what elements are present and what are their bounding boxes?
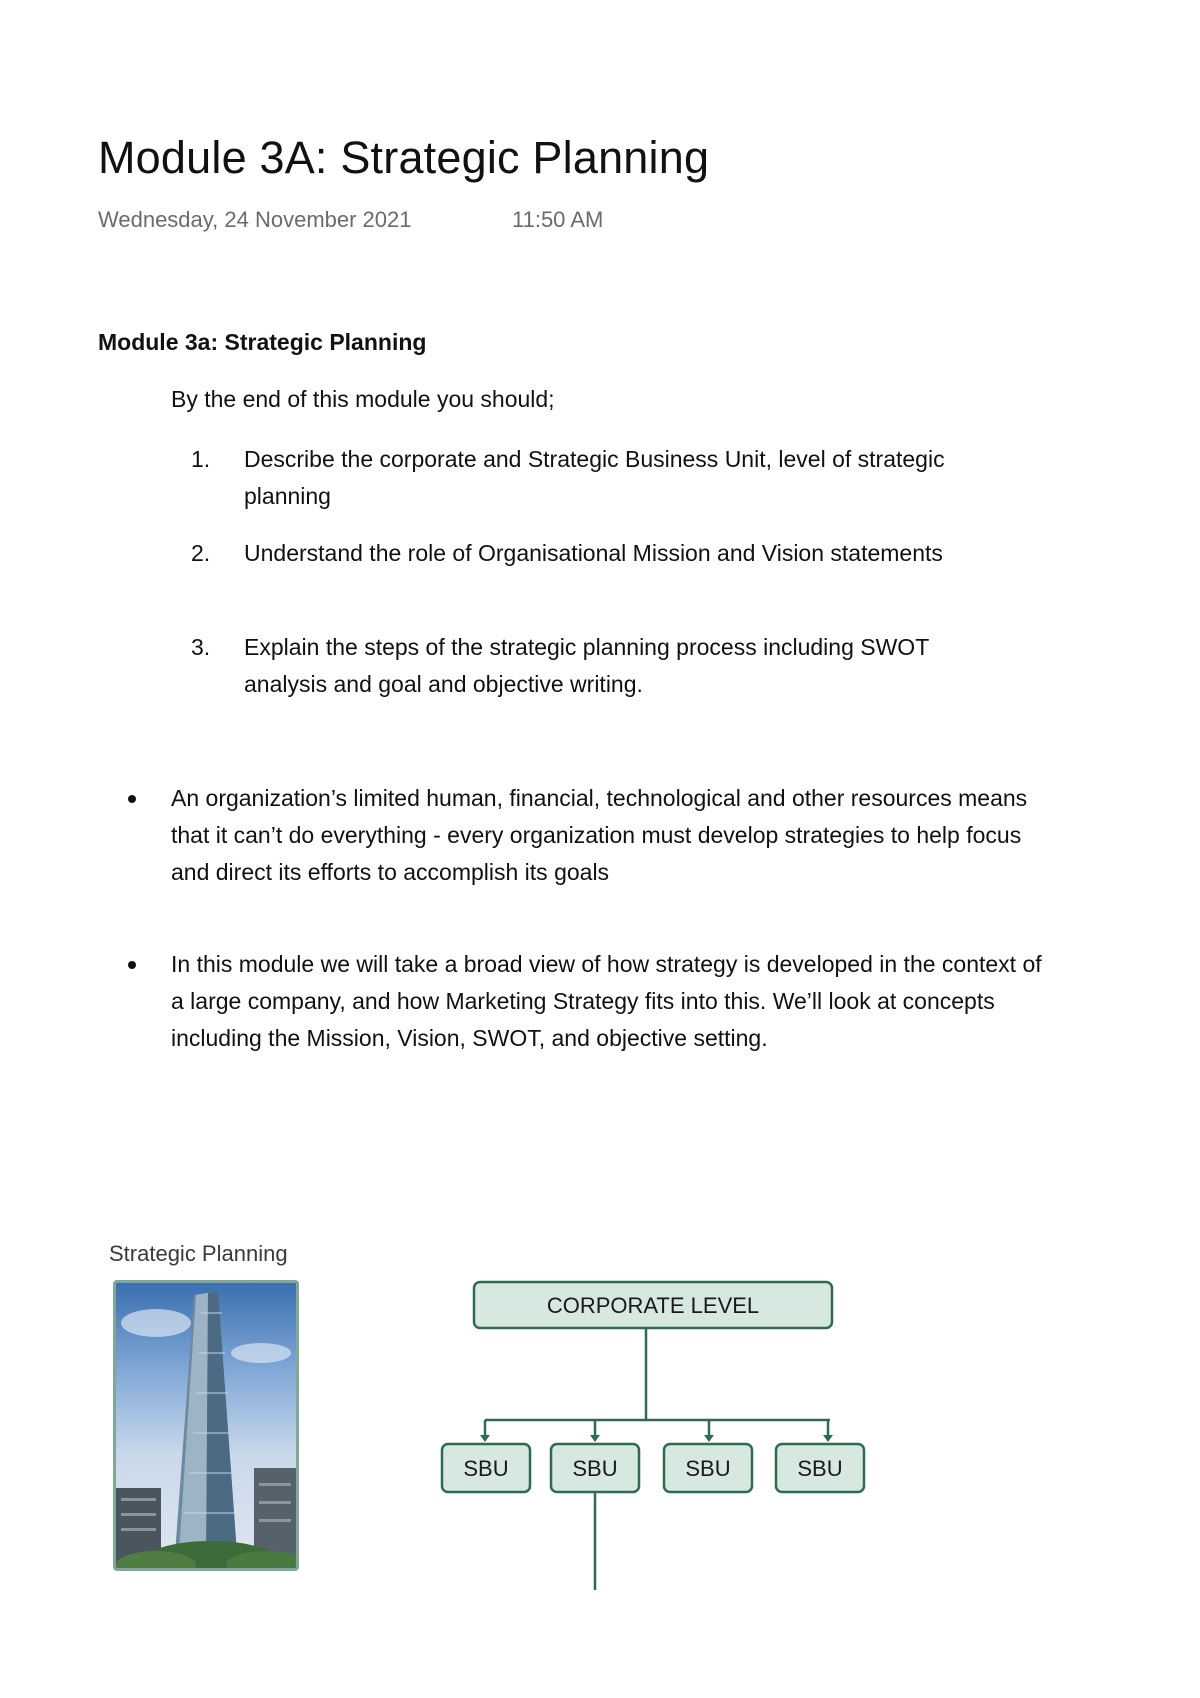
building-image [113,1280,299,1571]
sbu-box [776,1444,864,1492]
objective-number: 2. [191,540,211,566]
figure-caption: Strategic Planning [109,1241,288,1266]
bullet-text: An organization’s limited human, financial, technological and other resources means that it can’t do everything - every organization must develop strategies to help focus and direct its efforts to accomplish its goals [171,785,1028,885]
bullet-dot [128,795,136,803]
arrow-head [590,1435,600,1442]
corporate-level-label: CORPORATE LEVEL [546,1293,760,1318]
note-time: 11:50 AM [512,207,604,232]
bullet-text: In this module we will take a broad view of how strategy is developed in the context of a large company, and how Marketing Strategy fits into this. We’ll look at concepts including the Mission, Vision, SWOT, and objective setting. [171,951,1042,1051]
arrow-head [704,1435,714,1442]
corporate-level-box [474,1282,832,1328]
objective-text: Describe the corporate and Strategic Business Unit, level of strategic planning [244,446,945,509]
sbu-label: SBU [463,1456,509,1481]
arrow-head [823,1435,833,1442]
objective-number: 1. [191,446,211,472]
sbu-label: SBU [797,1456,843,1481]
arrow-head [480,1435,490,1442]
sbu-box [551,1444,639,1492]
page-title: Module 3A: Strategic Planning [98,132,710,183]
sbu-label: SBU [685,1456,731,1481]
objective-text: Explain the steps of the strategic planning process including SWOT analysis and goal and objective writing. [244,634,929,697]
bullet-dot [128,961,136,969]
objective-text: Understand the role of Organisational Mission and Vision statements [244,540,943,566]
objective-number: 3. [191,634,211,660]
section-heading: Module 3a: Strategic Planning [98,329,427,355]
sbu-box [664,1444,752,1492]
org-chart [430,1270,890,1600]
intro-text: By the end of this module you should; [171,386,555,412]
sbu-label: SBU [572,1456,618,1481]
sbu-box [442,1444,530,1492]
note-date: Wednesday, 24 November 2021 [98,207,412,232]
